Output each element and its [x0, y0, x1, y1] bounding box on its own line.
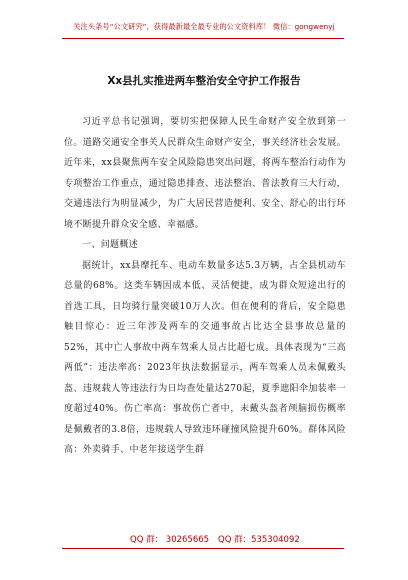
footer: [0, 533, 408, 547]
qq-group-right: QQ 群：535304092: [218, 535, 300, 545]
document-body: [64, 112, 346, 461]
section-heading: 一、问题概述: [82, 240, 139, 250]
paragraph-statistics: 据统计，xx县摩托车、电动车数量多达5.3万辆，占全县机动车总量的68%。这类车辆因成本低、灵活便捷，成为群众短途出行的首选工具，日均骑行量突破10万人次。但在便利的背后，安全隐患触目惊心：近三年涉及两车的交通事故占比达全县事故总量的52%，其中亡人事故中两车驾乘人员占比超七成。具体表现为“三高两低”：违法率高：2023年执法数据显示，两车驾乘人员未佩戴头盔、违规载人等违法行为日均查处量达270起，夏季遮阳伞加装率一度超过40%。伤亡率高：事故伤亡者中，未戴头盔者颅脑损伤概率是佩戴者的3.8倍，违规载人导致违环碰撞风险提升60%。群体风险高：外卖骑手、中老年接送学生群: [64, 260, 346, 455]
document-title: Xx县扎实推进两车整治安全守护工作报告: [107, 75, 301, 87]
header-banner: 关注头条号“公文研究”，获得最新最全最专业的公文资料库！ 微信：gongwenyj: [73, 22, 335, 31]
qq-group-left: QQ 群： 30265665: [130, 535, 210, 545]
footer-divider: [62, 548, 344, 549]
header-divider: [62, 38, 344, 39]
paragraph-intro: 习近平总书记强调，要切实把保障人民生命财产安全放到第一位。道路交通安全事关人民群众生命财产安全，事关经济社会发展。近年来，xx县聚焦两车安全风险隐患突出问题，将两车整治行动作为专项整治工作重点，通过隐患排查、违法整治、普法教育三大行动，交通违法行为明显减少，为广大居民营造便利、安全、舒心的出行环境不断提升群众安全感、幸福感。: [64, 117, 347, 230]
